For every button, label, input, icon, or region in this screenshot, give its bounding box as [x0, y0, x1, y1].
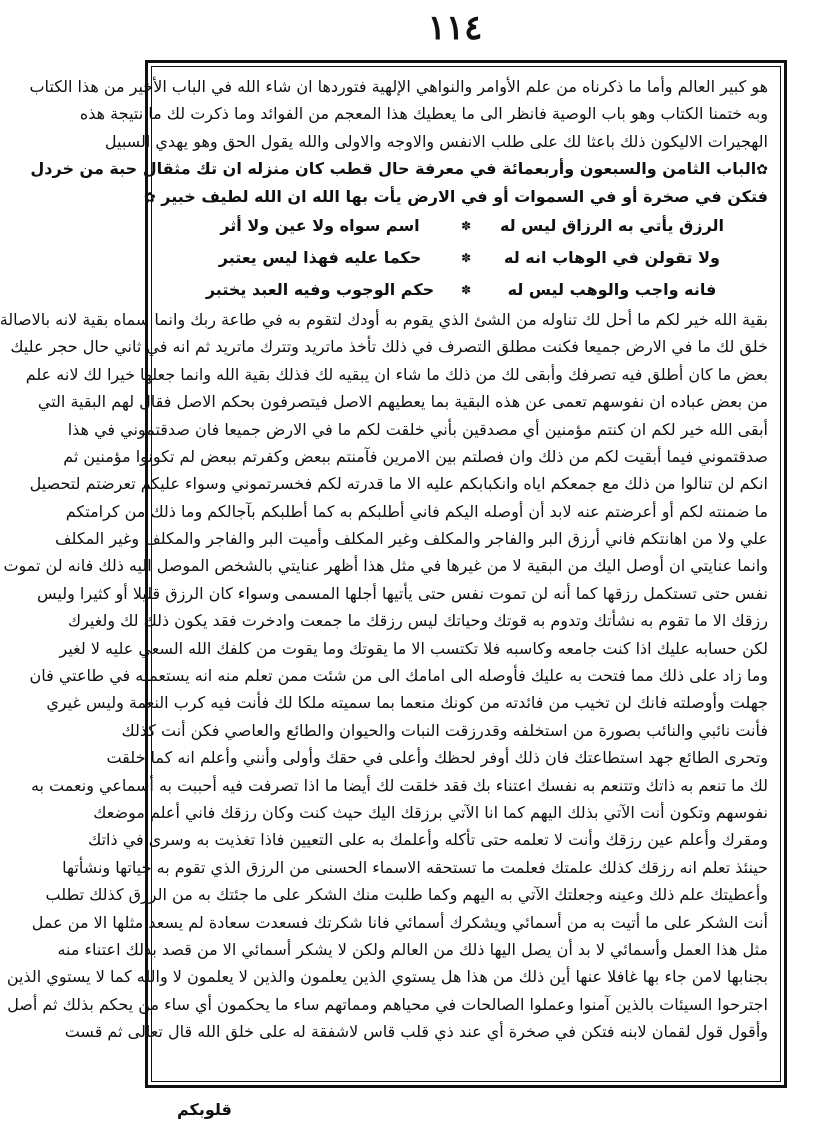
body-line: وأعطيتك علم ذلك وعينه وجعلتك الآتي به اليهم وكما طلبت منك الشكر على ما جئتك به من الرزق كذلك تطلب	[45, 885, 768, 905]
page-number: ١١٤	[427, 8, 483, 48]
body-line: رزقك الا ما تقوم به نشأتك وتدوم به قوتك وحياتك ليس رزقك ما جمعت وادخرت فقد يكون ذلك لك ولغيرك	[67, 611, 768, 631]
chapter-heading	[30, 155, 768, 182]
rosette-icon: ✿	[143, 189, 156, 206]
intro-line: هو كبير العالم وأما ما ذكرناه من علم الأوامر والنواهي الإلهية فتوردها ان شاء الله في الباب الأخير من هذا الكتاب	[29, 77, 768, 96]
body-line: نفوسهم وتكون أنت الآتي بذلك اليهم كما انا الآتي برزقك اليك حيث كنت وكان رزقك فاني أعلم موضعك	[93, 802, 768, 822]
body-line: مثل هذا العمل وأسمائي لا بد أن يصل اليها ذلك من العالم ولكن لا يشكر أسمائي الا من قصد بذلك اعتناء منه	[57, 939, 768, 959]
verse-separator-icon: ✽	[460, 282, 472, 297]
verse-separator-icon: ✽	[460, 250, 472, 265]
body-line: وتحرى الطائع جهد استطاعتك فان ذلك أوفر لحظك وأعلى في حقك وأولى وأنني وأعلم انه كما خلقت	[106, 748, 768, 768]
body-line: بجنابها لامن جاء بها غافلا عنها أين ذلك من هذا هل يستوي الذين يعلمون والذين لا يعلمون لا والله كما لا يستوي الذين	[6, 967, 768, 987]
catchword: قلوبكم	[177, 1100, 232, 1119]
body-line: انكم لن تنالوا من ذلك مع جمعكم اياه وانكبابكم عليه الا ما قدرته لكم فخسرتموني وسواء عليكم تعرضتم لتحصيل	[29, 474, 768, 494]
body-line: بقية الله خير لكم ما أحل لك تناوله من الشئ الذي يقوم به أودك لتقوم به في طاعة ربك وانما سماه بقية لانه بالاصالة	[0, 309, 768, 329]
body-line: ما ضمنته لكم أو أعرضتم عنه لابد أن أوصله اليكم فاني أطلبكم به كما أطلبكم بآجالكم وما ذلك من كرامتكم	[65, 501, 768, 521]
body-line: وانما عنايتي ان أوصل اليك من البقية لا من غيرها في مثل هذا أظهر عنايتي بالشخص الموصل اليه ذلك فانه لن تموت	[3, 556, 768, 576]
poem-verse	[164, 242, 768, 274]
body-line: وما زاد على ذلك مما فتحت به عليك فأوصله الى امامك الى من شئت ممن تعلم منه انه يستعمله في طاعتي فان	[29, 666, 768, 686]
intro-line: وبه ختمنا الكتاب وهو باب الوصية فانظر الى ما يعطيك هذا المعجم من الفوائد وما ذكرت لك ما نتيجة هذه	[79, 104, 768, 124]
body-line: جهلت وأوصلته فانك لن تخيب من فائدته من كونك منعما بما سميته ملكا لك فأنت فيه كرب النعمة وليس غيري	[46, 693, 768, 713]
verse-first-hemistich: الرزق يأتي به الرزاق ليس له	[499, 215, 725, 235]
verse-separator-icon: ✽	[460, 218, 472, 233]
text-block	[0, 66, 781, 1082]
body-line: فأنت نائبي والنائب بصورة من استخلفه وقدرزقت النبات والحيوان والطائع والعاصي فكن أنت كذلك	[121, 720, 768, 740]
chapter-heading-line1: الباب الثامن والسبعون وأربعمائة في معرفة حال قطب كان منزله ان تك مثقال حبة من خردل	[30, 159, 757, 179]
body-line: صدقتموني فيما أبقيت لكم من ذلك وان فصلتم بين الامرين فآمنتم ببعض وكفرتم ببعض لم تكونوا مؤمنين ثم	[63, 446, 768, 466]
body-line: أبقى الله خير لكم ان كنتم مؤمنين أي مصدقين بأني خلقت لكم ما في الارض جميعا فان صدقتموني في هذا	[67, 419, 768, 439]
body-line: علي ولا من اهانتكم فاني أرزق البر والفاجر والمكلف وغير المكلف وأميت البر والفاجر والمكلف وغير المكلف	[54, 529, 768, 549]
chapter-heading-line2: فتكن في صخرة أو في السموات أو في الارض يأت بها الله ان الله لطيف خبير	[161, 186, 768, 206]
verse-second-hemistich: حكما عليه فهذا ليس يعتبر	[218, 247, 422, 267]
verse-second-hemistich: اسم سواه ولا عين ولا أثر	[220, 215, 420, 235]
page-frame	[0, 60, 787, 1088]
chapter-heading-continued	[143, 183, 768, 210]
body-line: لك ما تنعم به ذاتك وتتنعم به نفسك اعتناء بك فقد خلقت لك أيضا ما اذا تصرفت فيه أحببت به أسماعي ونعمت به	[30, 775, 768, 795]
body-line: حينئذ تعلم انه رزقك كذلك علمتك فعلمت ما تستحقه الاسماء الحسنى من الرزق الذي تقوم به حياتها ونشأتها	[62, 857, 768, 877]
body-line: خلق لك ما في الارض جميعا فكنت مطلق التصرف في ذلك تأخذ ماتريد وتترك ماتريد ثم انه في ثاني حال حجر عليك	[10, 337, 768, 357]
body-line: نفس حتى تستكمل رزقها كما أنه لن تموت نفس حتى يأتيها أجلها المسمى وسواء كان الرزق قليلا أو كثيرا وليس	[37, 583, 768, 603]
body-line: لكن حسابه عليك اذا كنت جامعه وكاسبه فلا تكتسب الا ما يقوتك وما يقوت من كلفك الله السعي عليه لا لغير	[59, 638, 768, 658]
body-line: من بعض عباده ان نفوسهم تعمى عن هذه البقية بما يعطيهم الاصل فيتصرفون بحكم الاصل فقال لهم البقية التي	[37, 392, 768, 412]
rosette-icon: ✿	[756, 162, 768, 179]
body-line: ومقرك وأعلم عين رزقك وأنت لا تعلمه حتى تأكله وأعلمك به على التعيين فاذا تغذيت به وسرى في ذاتك	[88, 830, 768, 850]
body-line: اجترحوا السيئات بالذين آمنوا وعملوا الصالحات في محياهم ومماتهم ساء ما يحكمون أي ساء من يحكم بذلك ثم أصل	[7, 994, 768, 1014]
poem-verse	[164, 274, 768, 306]
body-line: بعض ما كان أطلق فيه تصرفك وأبقى لك من ذلك ما شاء ان يبقيه لك فذلك بقية الله وانما جعلها خيرا لك لانه علم	[25, 364, 768, 384]
body-line: وأقول قول لقمان لابنه فتكن في صخرة أي عند ذي قلب قاس لاشفقة له على خلق الله قال تعالى ثم قست	[64, 1022, 768, 1042]
verse-first-hemistich: ولا تقولن في الوهاب انه له	[504, 247, 720, 267]
verse-first-hemistich: فانه واجب والوهب ليس له	[507, 279, 717, 299]
body-line: أنت الشكر على ما أتيت به من أسمائي ويشكرك أسمائي فانا شكرتك فسعدت سعادة لم يسعد مثلها الا من عمل	[31, 912, 768, 932]
intro-line: الهجيرات الاليكون ذلك باعثا لك على طلب الانفس والاوجه والاولى والله يقول الحق وهو يهدي السبيل	[104, 131, 768, 151]
poem-verse	[164, 210, 768, 242]
verse-second-hemistich: حكم الوجوب وفيه العبد يختبر	[205, 279, 435, 299]
